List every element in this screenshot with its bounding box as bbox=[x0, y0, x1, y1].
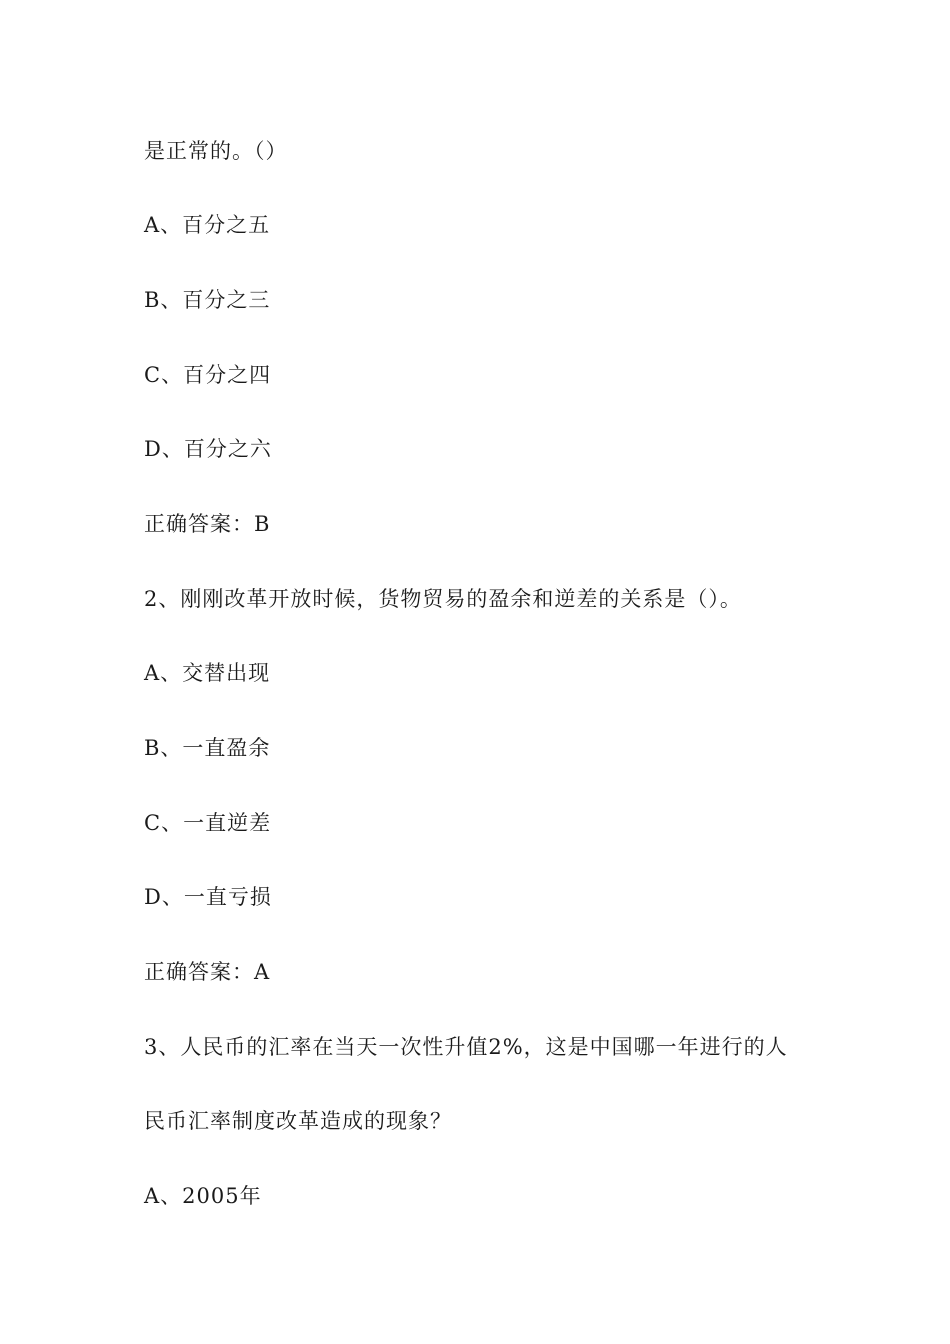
q1-option-b: B、百分之三 bbox=[144, 288, 271, 312]
question-2-text: 2、刚刚改革开放时候，货物贸易的盈余和逆差的关系是（）。 bbox=[144, 587, 742, 611]
q3-option-a: A、2005年 bbox=[144, 1184, 262, 1208]
q1-option-a: A、百分之五 bbox=[144, 213, 271, 237]
question-3-text: 3、人民币的汇率在当天一次性升值2%，这是中国哪一年进行的人 bbox=[144, 1035, 788, 1059]
q2-option-b: B、一直盈余 bbox=[144, 736, 271, 760]
q2-correct-answer: 正确答案：A bbox=[144, 960, 271, 984]
q1-correct-answer: 正确答案：B bbox=[144, 512, 271, 536]
q1-option-c: C、百分之四 bbox=[144, 363, 272, 387]
q1-option-d: D、百分之六 bbox=[144, 437, 272, 461]
question-1-text-continued: 是正常的。（） bbox=[144, 139, 288, 163]
q2-option-a: A、交替出现 bbox=[144, 661, 271, 685]
q2-option-d: D、一直亏损 bbox=[144, 885, 272, 909]
question-3-text-continued: 民币汇率制度改革造成的现象？ bbox=[144, 1109, 452, 1133]
q2-option-c: C、一直逆差 bbox=[144, 811, 272, 835]
